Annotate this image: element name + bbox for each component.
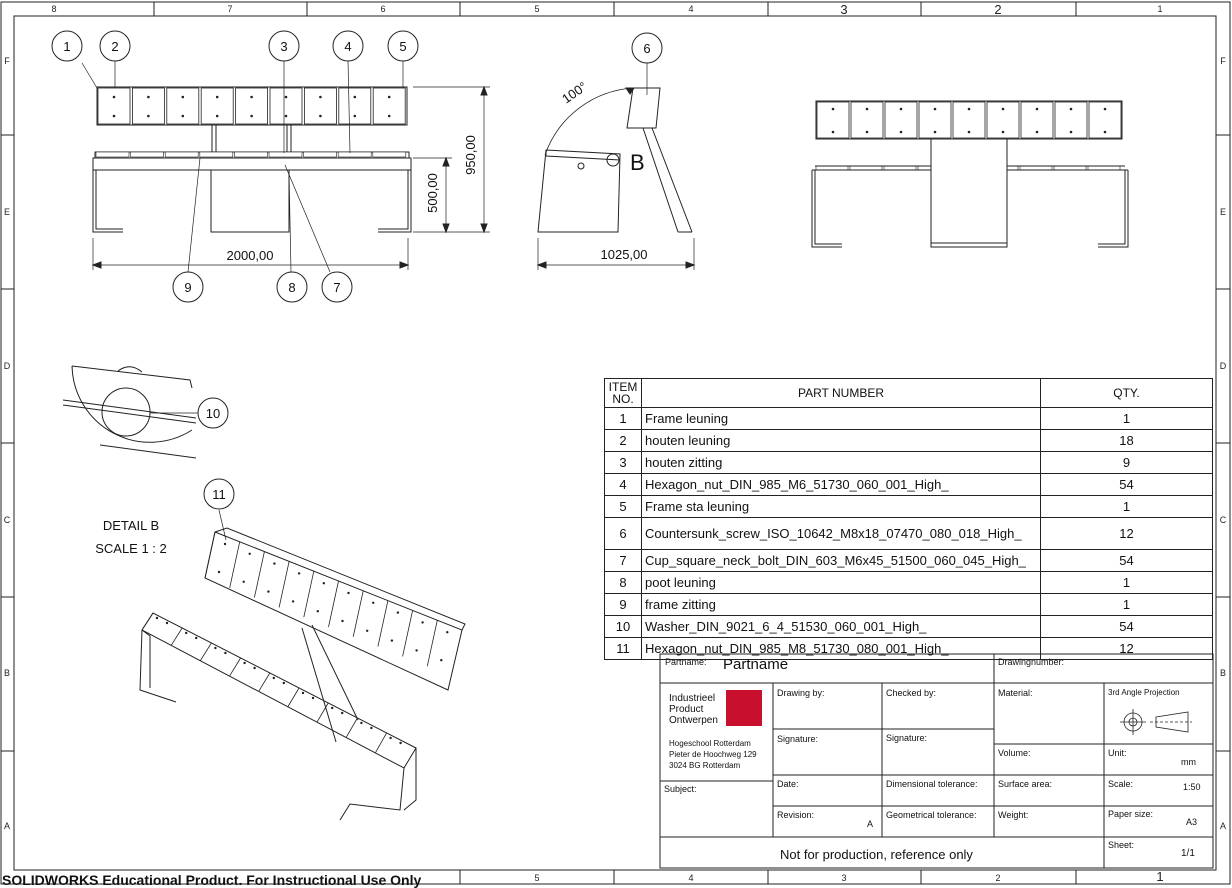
zone-label: 5: [534, 4, 540, 14]
bom-part-number: Countersunk_screw_ISO_10642_M8x18_07470_080_018_High_: [642, 518, 1041, 550]
bom-header-qty: QTY.: [1041, 379, 1213, 408]
zone-label: 2: [994, 2, 1002, 17]
bom-qty: 54: [1041, 550, 1213, 572]
address-line1: Hogeschool Rotterdam: [669, 739, 751, 748]
dim-seat-height: 500,00: [425, 173, 440, 213]
bom-item-no: 2: [605, 430, 642, 452]
balloon-9: [173, 272, 203, 302]
svg-text:2: 2: [111, 39, 119, 54]
revision-label: Revision:: [777, 810, 815, 820]
balloon-10: [198, 398, 228, 428]
bom-header-item: ITEM NO.: [605, 379, 642, 408]
balloon-3: [269, 31, 299, 61]
zone-label: E: [1219, 207, 1227, 217]
bom-row: [605, 496, 1213, 518]
bill-of-materials: [604, 378, 1213, 660]
bom-item-no: 11: [605, 638, 642, 660]
partname-value: Partname: [723, 656, 789, 673]
zone-label: 7: [227, 4, 233, 14]
scale-value: 1:50: [1183, 782, 1201, 792]
bom-row: [605, 474, 1213, 496]
bom-row: [605, 572, 1213, 594]
projection-icon: [1120, 709, 1192, 735]
bom-item-no: 5: [605, 496, 642, 518]
bom-header-part: PART NUMBER: [642, 379, 1041, 408]
back-view: [812, 101, 1128, 247]
balloon-1: [52, 31, 82, 61]
surface-area-label: Surface area:: [998, 779, 1053, 789]
balloon-8: [277, 272, 307, 302]
zone-label: F: [1220, 56, 1226, 66]
zone-label: A: [1219, 821, 1227, 831]
checked-by-label: Checked by:: [886, 688, 937, 698]
bom-part-number: frame zitting: [642, 594, 1041, 616]
svg-text:7: 7: [333, 280, 341, 295]
bom-row: [605, 408, 1213, 430]
bom-qty: 1: [1041, 572, 1213, 594]
bom-row: [605, 550, 1213, 572]
zone-label: 5: [534, 873, 540, 883]
detail-scale: SCALE 1 : 2: [95, 541, 167, 556]
front-view: [82, 60, 490, 272]
drawingnumber-label: Drawingnumber:: [998, 657, 1065, 667]
balloon-4: [333, 31, 363, 61]
watermark: SOLIDWORKS Educational Product. For Instructional Use Only: [2, 872, 422, 888]
volume-label: Volume:: [998, 748, 1031, 758]
production-note: Not for production, reference only: [780, 847, 973, 862]
org-line1: Industrieel: [669, 693, 716, 704]
svg-text:10: 10: [205, 406, 221, 421]
material-label: Material:: [998, 688, 1033, 698]
paper-size-label: Paper size:: [1108, 809, 1154, 819]
geo-tolerance-label: Geometrical tolerance:: [886, 810, 977, 820]
bom-row: [605, 518, 1213, 550]
zone-label: 8: [51, 4, 57, 14]
detail-marker: B: [630, 150, 645, 175]
zone-label: C: [1219, 515, 1227, 525]
unit-label: Unit:: [1108, 748, 1127, 758]
bom-item-no: 6: [605, 518, 642, 550]
bom-qty: 9: [1041, 452, 1213, 474]
zone-label: 6: [380, 4, 386, 14]
date-label: Date:: [777, 779, 799, 789]
svg-text:8: 8: [288, 280, 296, 295]
signature-label: Signature:: [777, 734, 819, 744]
bom-part-number: Hexagon_nut_DIN_985_M6_51730_060_001_High_: [642, 474, 1041, 496]
bom-qty: 12: [1041, 518, 1213, 550]
dim-height: 950,00: [463, 135, 478, 175]
bom-qty: 18: [1041, 430, 1213, 452]
zone-label: D: [1219, 361, 1227, 371]
zone-label: B: [3, 668, 11, 678]
bom-row: [605, 594, 1213, 616]
hogeschool-logo: [726, 690, 762, 726]
zone-label: 3: [841, 873, 847, 883]
dim-length: 2000,00: [226, 248, 274, 263]
detail-title: DETAIL B: [102, 518, 160, 533]
drawing-by-label: Drawing by:: [777, 688, 825, 698]
revision-value: A: [867, 819, 874, 829]
subject-label: Subject:: [664, 784, 697, 794]
svg-text:3: 3: [280, 39, 288, 54]
bom-qty: 54: [1041, 474, 1213, 496]
bom-part-number: houten zitting: [642, 452, 1041, 474]
projection-label: 3rd Angle Projection: [1108, 688, 1180, 697]
bom-part-number: Washer_DIN_9021_6_4_51530_060_001_High_: [642, 616, 1041, 638]
balloon-2: [100, 31, 130, 61]
bom-item-no: 10: [605, 616, 642, 638]
svg-text:9: 9: [184, 280, 192, 295]
sheet-value: 1/1: [1181, 848, 1195, 859]
isometric-view: [140, 510, 465, 820]
zone-label: D: [3, 361, 11, 371]
svg-text:1: 1: [63, 39, 71, 54]
bom-qty: 12: [1041, 638, 1213, 660]
bom-qty: 1: [1041, 408, 1213, 430]
dim-angle: 100°: [559, 78, 590, 107]
bom-part-number: Cup_square_neck_bolt_DIN_603_M6x45_51500_060_045_High_: [642, 550, 1041, 572]
org-line3: Ontwerpen: [669, 715, 718, 726]
detail-b-view: [49, 364, 201, 500]
balloon-11: [204, 479, 234, 509]
balloon-7: [322, 272, 352, 302]
zone-label: 4: [688, 873, 694, 883]
bom-item-no: 8: [605, 572, 642, 594]
bom-item-no: 9: [605, 594, 642, 616]
balloon-6: [632, 33, 662, 63]
bom-item-no: 1: [605, 408, 642, 430]
signature2-label: Signature:: [886, 733, 928, 743]
bom-item-no: 7: [605, 550, 642, 572]
bom-row: [605, 430, 1213, 452]
svg-text:5: 5: [399, 39, 407, 54]
scale-label: Scale:: [1108, 779, 1134, 789]
bom-part-number: houten leuning: [642, 430, 1041, 452]
zone-label: 3: [840, 2, 848, 17]
bom-qty: 54: [1041, 616, 1213, 638]
bom-part-number: Frame sta leuning: [642, 496, 1041, 518]
bom-row: [605, 452, 1213, 474]
bom-item-no: 4: [605, 474, 642, 496]
zone-label: E: [3, 207, 11, 217]
zone-label: 2: [995, 873, 1001, 883]
zone-label: 4: [688, 4, 694, 14]
balloon-5: [388, 31, 418, 61]
svg-text:11: 11: [212, 487, 226, 502]
bom-row: [605, 616, 1213, 638]
sheet-label: Sheet:: [1108, 840, 1135, 850]
zone-label: B: [1219, 668, 1227, 678]
bom-part-number: Frame leuning: [642, 408, 1041, 430]
zone-label: A: [3, 821, 11, 831]
partname-label: Partname:: [665, 657, 707, 667]
org-line2: Product: [669, 704, 704, 715]
svg-text:4: 4: [344, 39, 352, 54]
svg-text:6: 6: [643, 41, 651, 56]
address-line2: Pieter de Hoochweg 129: [669, 750, 757, 759]
weight-label: Weight:: [998, 810, 1029, 820]
bom-part-number: Hexagon_nut_DIN_985_M8_51730_080_001_High_: [642, 638, 1041, 660]
paper-size-value: A3: [1186, 817, 1198, 827]
unit-value: mm: [1181, 757, 1196, 767]
bom-qty: 1: [1041, 496, 1213, 518]
zone-label: 1: [1156, 869, 1164, 884]
zone-label: F: [4, 56, 10, 66]
dim-depth: 1025,00: [600, 247, 648, 262]
title-block-grid: [660, 654, 1213, 868]
zone-label: C: [3, 515, 11, 525]
zone-label: 1: [1157, 4, 1163, 14]
bom-part-number: poot leuning: [642, 572, 1041, 594]
dim-tolerance-label: Dimensional tolerance:: [886, 779, 978, 789]
bom-qty: 1: [1041, 594, 1213, 616]
address-line3: 3024 BG Rotterdam: [669, 761, 741, 770]
bom-item-no: 3: [605, 452, 642, 474]
